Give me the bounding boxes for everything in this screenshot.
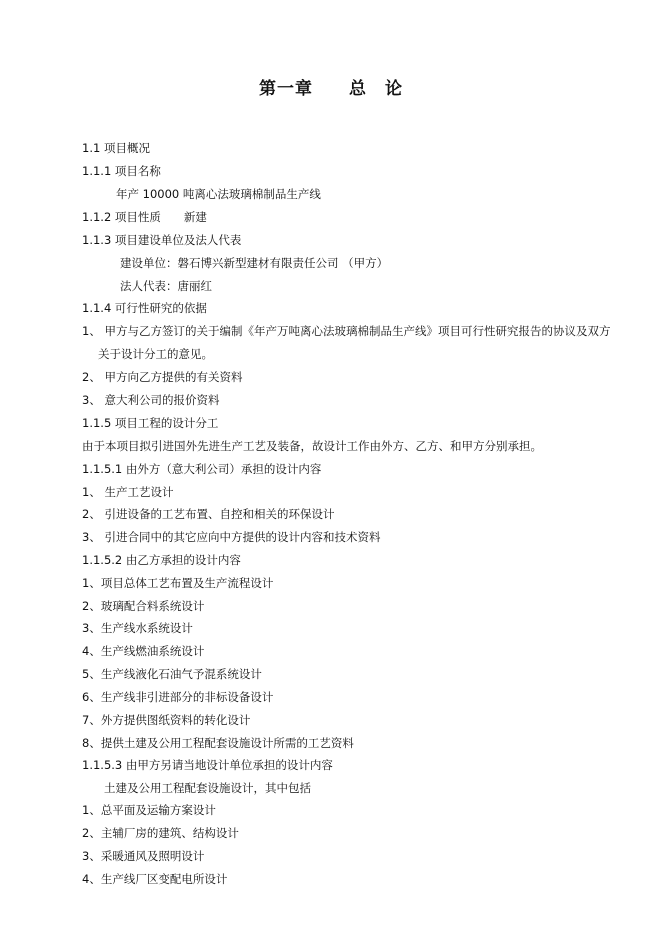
construction-unit: 建设单位：磐石博兴新型建材有限责任公司 （甲方） (120, 256, 389, 270)
subsection-heading: 1.1.5.1 由外方（意大利公司）承担的设计内容 (82, 462, 322, 476)
list-item: 7、外方提供图纸资料的转化设计 (82, 713, 251, 727)
project-nature: 1.1.2 项目性质 新建 (82, 210, 207, 224)
list-item: 5、生产线液化石油气予混系统设计 (82, 667, 262, 681)
list-item: 4、生产线燃油系统设计 (82, 644, 205, 658)
list-item: 1、项目总体工艺布置及生产流程设计 (82, 576, 274, 590)
paragraph: 土建及公用工程配套设施设计，其中包括 (104, 781, 311, 795)
list-item: 1、 生产工艺设计 (82, 485, 174, 499)
subsection-heading: 1.1.5.2 由乙方承担的设计内容 (82, 553, 241, 567)
list-item: 8、提供土建及公用工程配套设施设计所需的工艺资料 (82, 736, 354, 750)
list-item: 3、采暖通风及照明设计 (82, 849, 205, 863)
subsection-heading: 1.1.1 项目名称 (82, 164, 161, 178)
list-item: 3、 引进合同中的其它应向中方提供的设计内容和技术资料 (82, 530, 381, 544)
subsection-heading: 1.1.5 项目工程的设计分工 (82, 416, 219, 430)
list-item: 2、主辅厂房的建筑、结构设计 (82, 826, 239, 840)
section-heading: 1.1 项目概况 (82, 141, 150, 155)
list-item-continued: 关于设计分工的意见。 (98, 347, 213, 361)
list-item: 2、玻璃配合料系统设计 (82, 599, 205, 613)
legal-representative: 法人代表：唐丽红 (120, 279, 212, 293)
list-item: 2、 引进设备的工艺布置、自控和相关的环保设计 (82, 507, 335, 521)
subsection-heading: 1.1.3 项目建设单位及法人代表 (82, 233, 242, 247)
subsection-heading: 1.1.5.3 由甲方另请当地设计单位承担的设计内容 (82, 758, 333, 772)
list-item: 1、 甲方与乙方签订的关于编制《年产万吨离心法玻璃棉制品生产线》项目可行性研究报告的协议及双方 (82, 324, 611, 338)
paragraph: 由于本项目拟引进国外先进生产工艺及装备，故设计工作由外方、乙方、和甲方分别承担。 (82, 439, 542, 453)
list-item: 6、生产线非引进部分的非标设备设计 (82, 690, 274, 704)
list-item: 3、 意大利公司的报价资料 (82, 393, 220, 407)
list-item: 4、生产线厂区变配电所设计 (82, 872, 228, 886)
subsection-heading: 1.1.4 可行性研究的依据 (82, 301, 207, 315)
list-item: 3、生产线水系统设计 (82, 621, 193, 635)
list-item: 2、 甲方向乙方提供的有关资料 (82, 370, 243, 384)
chapter-title: 第一章 总 论 (259, 79, 403, 99)
project-name: 年产 10000 吨离心法玻璃棉制品生产线 (116, 187, 321, 201)
list-item: 1、总平面及运输方案设计 (82, 803, 216, 817)
